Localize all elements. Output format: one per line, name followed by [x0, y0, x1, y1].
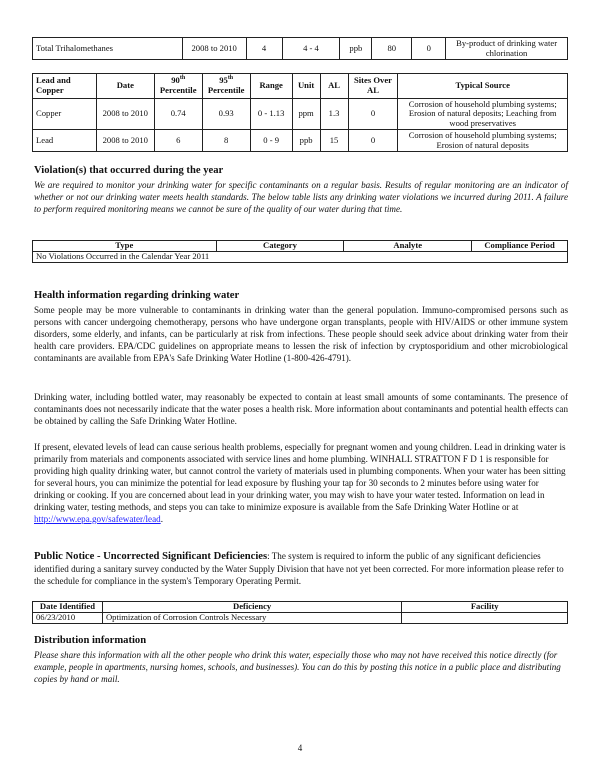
lead-info-text: If present, elevated levels of lead can cause serious health problems, especially for pregnant women and young children. Lead in drinking water is primarily from materials and components associated with service lines and home plumbing. WINHALL STRATTON F D 1 is responsible for providing high quality drinking water, but cannot control the variety of materials used in plumbing components. When your water has been sitting for several hours, you can minimize the potential for lead exposure by flushing your tap for 30 seconds to 2 minutes before using water for drinking or cooking. If you are concerned about lead in your drinking water, you may wish to have your water tested. Information on lead in drinking water, testing methods, and steps you can take to minimize exposure is available from the Safe Drinking Water Hotline or at	[34, 442, 566, 512]
facility-value	[402, 613, 568, 624]
epa-lead-link[interactable]: http://www.epa.gov/safewater/lead	[34, 514, 161, 524]
al-value: 15	[320, 130, 348, 152]
table-row	[33, 38, 568, 60]
table-header-row	[33, 74, 568, 99]
highest-value: 4	[246, 38, 282, 60]
col-header: Date	[96, 74, 154, 99]
col-header: Date Identified	[33, 602, 103, 613]
deficiency-value: Optimization of Corrosion Controls Necessary	[102, 613, 401, 624]
sample-date: 2008 to 2010	[96, 130, 154, 152]
period: .	[160, 514, 163, 524]
distribution-text: Please share this information with all the other people who drink this water, especially those who may not have received this notice directly (for example, people in apartments, nursing homes, schools, and businesses). You can do this by posting this notice in a public place and distributing copies by hand or mail.	[34, 650, 561, 684]
range-value: 4 - 4	[282, 38, 340, 60]
col-header: Range	[250, 74, 292, 99]
col-header: Category	[216, 241, 344, 252]
p90-value: 0.74	[154, 99, 202, 130]
al-value: 1.3	[320, 99, 348, 130]
col-header: Facility	[402, 602, 568, 613]
public-notice-heading: Public Notice - Uncorrected Significant Deficiencies	[34, 551, 268, 562]
col-header: Type	[33, 241, 217, 252]
col-header: Lead and Copper	[33, 74, 97, 99]
p90-value: 6	[154, 130, 202, 152]
sites-value: 0	[348, 99, 398, 130]
typical-source: By-product of drinking water chlorination	[446, 38, 568, 60]
unit-value: ppb	[292, 130, 320, 152]
violations-heading: Violation(s) that occurred during the year	[34, 165, 224, 176]
distribution-heading: Distribution information	[34, 635, 147, 646]
typical-source: Corrosion of household plumbing systems; Erosion of natural deposits; Leaching from wood preservatives	[398, 99, 568, 130]
violation-row-text: No Violations Occurred in the Calendar Year 2011	[33, 252, 568, 263]
contaminant-name: Copper	[33, 99, 97, 130]
superscript: th	[179, 75, 186, 82]
sample-date: 2008 to 2010	[182, 38, 246, 60]
p95-value: 8	[202, 130, 250, 152]
table-header-row	[33, 241, 568, 252]
mclg-value: 0	[412, 38, 446, 60]
percentile-label: Percentile	[207, 85, 245, 95]
health-heading: Health information regarding drinking water	[34, 290, 240, 301]
col-header: Typical Source	[398, 74, 568, 99]
health-paragraph-3	[34, 441, 568, 525]
col-header-p90	[154, 74, 202, 99]
contaminant-name: Lead	[33, 130, 97, 152]
range-value: 0 - 1.13	[250, 99, 292, 130]
health-paragraph-2: Drinking water, including bottled water, may reasonably be expected to contain at least small amounts of some contaminants. The presence of contaminants does not necessarily indicate that the water poses a health risk. More information about contaminants and potential health effects can be obtained by calling the Safe Drinking Water Hotline.	[34, 392, 568, 426]
table-row	[33, 130, 568, 152]
lead-copper-table	[32, 73, 568, 152]
col-header: Compliance Period	[472, 241, 568, 252]
health-paragraph-1: Some people may be more vulnerable to contaminants in drinking water than the general population. Immuno-compromised persons such as persons with cancer undergoing chemotherapy, persons who have undergone organ transplants, people with HIV/AIDS or other immune system disorders, some elderly, and infants, can be particularly at risk from infections. These people should seek advice about drinking water from their health care providers. EPA/CDC guidelines on appropriate means to lessen the risk of infection by cryptosporidium and other microbiological contaminants are available from EPA's Safe Drinking Water Hotline (1-800-426-4791).	[34, 305, 568, 363]
violations-text: We are required to monitor your drinking water for specific contaminants on a regular basis. Results of regular monitoring are an indicator of whether or not our drinking water meets health standards. The below table lists any drinking water violations we incurred during 2011. A failure to perform required monitoring means we cannot be sure of the quality of our water during that time.	[34, 180, 568, 214]
p95-value: 0.93	[202, 99, 250, 130]
mcl-value: 80	[372, 38, 412, 60]
table-row	[33, 252, 568, 263]
unit-value: ppm	[292, 99, 320, 130]
sample-date: 2008 to 2010	[96, 99, 154, 130]
superscript: th	[227, 75, 234, 82]
col-header: Unit	[292, 74, 320, 99]
col-header: AL	[320, 74, 348, 99]
deficiency-table	[32, 601, 568, 624]
table-row	[33, 613, 568, 624]
unit-value: ppb	[340, 38, 372, 60]
table-header-row	[33, 602, 568, 613]
p90-number: 90	[171, 75, 180, 86]
contaminant-name: Total Trihalomethanes	[33, 38, 183, 60]
p95-number: 95	[219, 75, 228, 86]
table-row	[33, 99, 568, 130]
public-notice-text: : The system is required to inform the public of any significant deficiencies identified during a sanitary survey conducted by the Water Supply Division that have not yet been corrected. For more information please refer to the schedule for compliance in the system's Temporary Operating Permit.	[34, 551, 564, 586]
public-notice-block	[34, 550, 568, 587]
percentile-label: Percentile	[159, 85, 197, 95]
violations-table	[32, 240, 568, 263]
thm-table	[32, 37, 568, 60]
sites-value: 0	[348, 130, 398, 152]
range-value: 0 - 9	[250, 130, 292, 152]
col-header: Sites Over AL	[348, 74, 398, 99]
page-number: 4	[297, 743, 303, 753]
date-identified: 06/23/2010	[33, 613, 103, 624]
col-header: Deficiency	[102, 602, 401, 613]
col-header: Analyte	[344, 241, 472, 252]
typical-source: Corrosion of household plumbing systems; Erosion of natural deposits	[398, 130, 568, 152]
col-header-p95	[202, 74, 250, 99]
